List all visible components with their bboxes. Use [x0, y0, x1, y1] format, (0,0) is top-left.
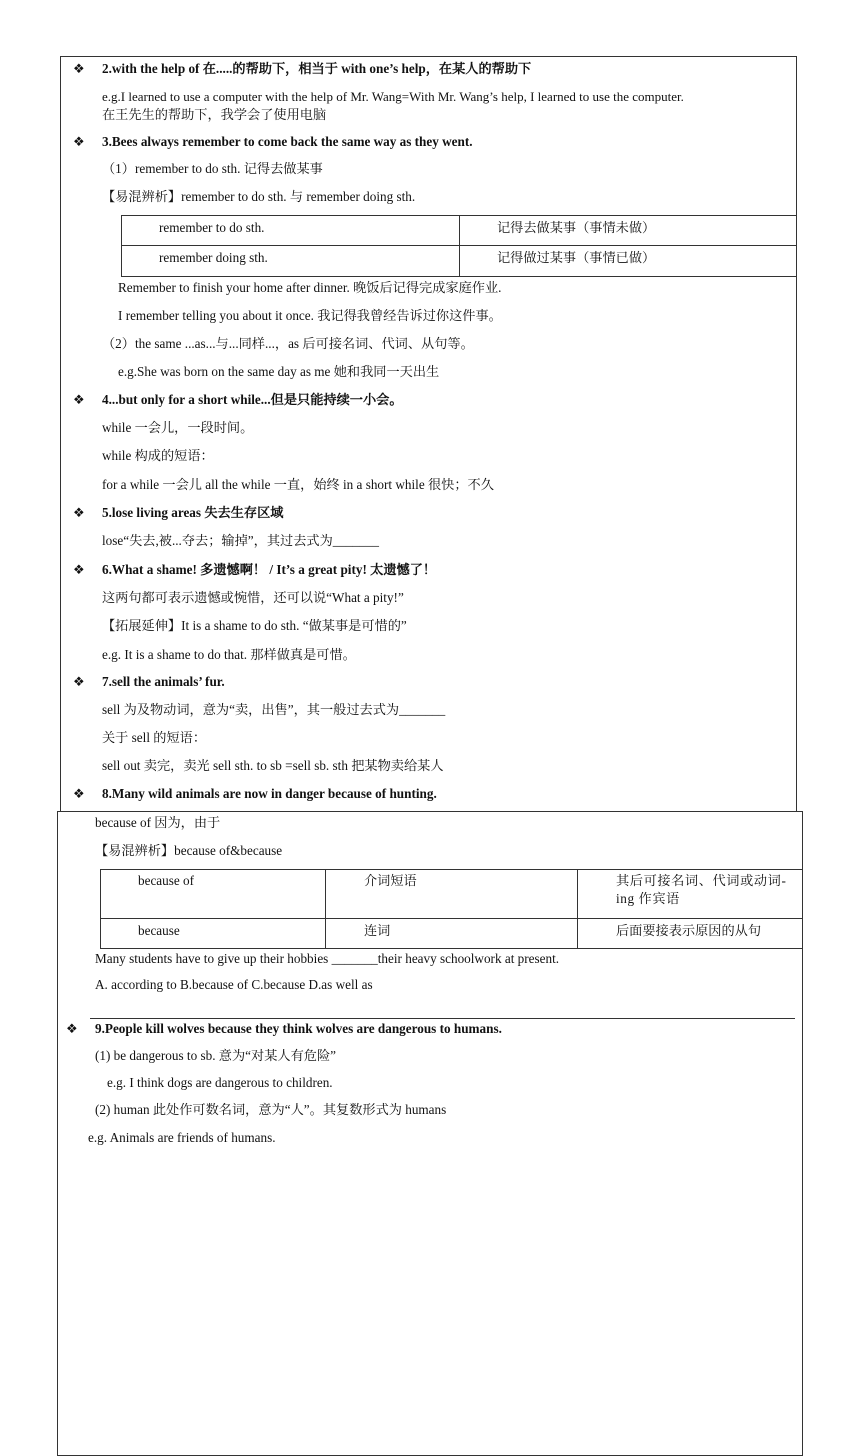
bullet-icon: ❖ [73, 562, 85, 577]
bullet-icon: ❖ [73, 134, 85, 149]
table-cell: 后面要接表示原因的从句 [616, 923, 762, 938]
item4-line2: while 构成的短语： [102, 448, 214, 463]
item3-example2: I remember telling you about it once. 我记得我曾经告诉过你这件事。 [118, 308, 502, 323]
item3-example1: Remember to finish your home after dinner. 晚饭后记得完成家庭作业. [118, 280, 502, 295]
item4-line3: for a while 一会儿 all the while 一直，始终 in a short while 很快；不久 [102, 477, 494, 492]
bullet-icon: ❖ [73, 786, 85, 801]
item7-line3: sell out 卖完，卖光 sell sth. to sb =sell sb. sth 把某物卖给某人 [102, 758, 444, 773]
because-of-meaning: because of 因为，由于 [95, 815, 221, 830]
item6-line3: e.g. It is a shame to do that. 那样做真是可惜。 [102, 647, 356, 662]
because-question: Many students have to give up their hobbies _______their heavy schoolwork at present. [95, 951, 560, 966]
item3-heading: 3.Bees always remember to come back the same way as they went. [102, 134, 473, 149]
table-cell: because [138, 923, 180, 938]
item3-sub1: （1）remember to do sth. 记得去做某事 [102, 161, 323, 176]
because-confuse: 【易混辨析】because of&because [95, 843, 283, 858]
item4-line1: while 一会儿，一段时间。 [102, 420, 254, 435]
table-cell: because of [138, 873, 195, 888]
bullet-icon: ❖ [73, 674, 85, 689]
item8-heading: 8.Many wild animals are now in danger because of hunting. [102, 786, 437, 801]
item5-line1: lose“失去,被...夺去；输掉”，其过去式为_______ [102, 533, 379, 548]
table-cell: 其后可接名词、代词或动词-ing 作宾语 [616, 873, 787, 906]
table-cell: remember to do sth. [159, 220, 265, 235]
divider [90, 1018, 795, 1019]
item4-heading: 4...but only for a short while...但是只能持续一小会。 [102, 392, 403, 407]
bullet-icon: ❖ [73, 505, 85, 520]
bullet-icon: ❖ [66, 1021, 78, 1036]
bullet-icon: ❖ [73, 61, 85, 76]
item5-heading: 5.lose living areas 失去生存区域 [102, 505, 284, 520]
table-cell: 记得做过某事（事情已做） [497, 250, 656, 265]
item9-line2: e.g. I think dogs are dangerous to children. [107, 1075, 333, 1090]
item3-confuse: 【易混辨析】remember to do sth. 与 remember doing sth. [102, 189, 416, 204]
because-options: A. according to B.because of C.because D.as well as [95, 977, 373, 992]
table-cell: 介词短语 [364, 873, 417, 888]
table-cell: remember doing sth. [159, 250, 268, 265]
table-cell: 记得去做某事（事情未做） [497, 220, 656, 235]
bullet-icon: ❖ [73, 392, 85, 407]
item9-heading: 9.People kill wolves because they think wolves are dangerous to humans. [95, 1021, 502, 1036]
item6-heading: 6.What a shame! 多遗憾啊！ / It’s a great pity! 太遗憾了！ [102, 562, 437, 577]
item3-example3: e.g.She was born on the same day as me 她和我同一天出生 [118, 364, 440, 379]
item2-heading: 2.with the help of 在.....的帮助下，相当于 with one’s help，在某人的帮助下 [102, 61, 532, 76]
item9-line1: (1) be dangerous to sb. 意为“对某人有危险” [95, 1048, 336, 1063]
item2-example-line2: 在王先生的帮助下，我学会了使用电脑 [102, 107, 327, 122]
table-cell: 连词 [364, 923, 391, 938]
item2-example-line1: e.g.I learned to use a computer with the help of Mr. Wang=With Mr. Wang’s help, I learned to use the computer. [102, 89, 684, 104]
item9-line4: e.g. Animals are friends of humans. [88, 1130, 276, 1145]
item9-line3: (2) human 此处作可数名词，意为“人”。其复数形式为 humans [95, 1102, 447, 1117]
item6-line2: 【拓展延伸】It is a shame to do sth. “做某事是可惜的” [102, 618, 407, 633]
item7-heading: 7.sell the animals’ fur. [102, 674, 225, 689]
item7-line1: sell 为及物动词，意为“卖，出售”，其一般过去式为_______ [102, 702, 446, 717]
item3-sub2: （2）the same ...as...与...同样...，as 后可接名词、代词、从句等。 [102, 336, 474, 351]
item6-line1: 这两句都可表示遗憾或惋惜，还可以说“What a pity!” [102, 590, 404, 605]
item7-line2: 关于 sell 的短语： [102, 730, 207, 745]
